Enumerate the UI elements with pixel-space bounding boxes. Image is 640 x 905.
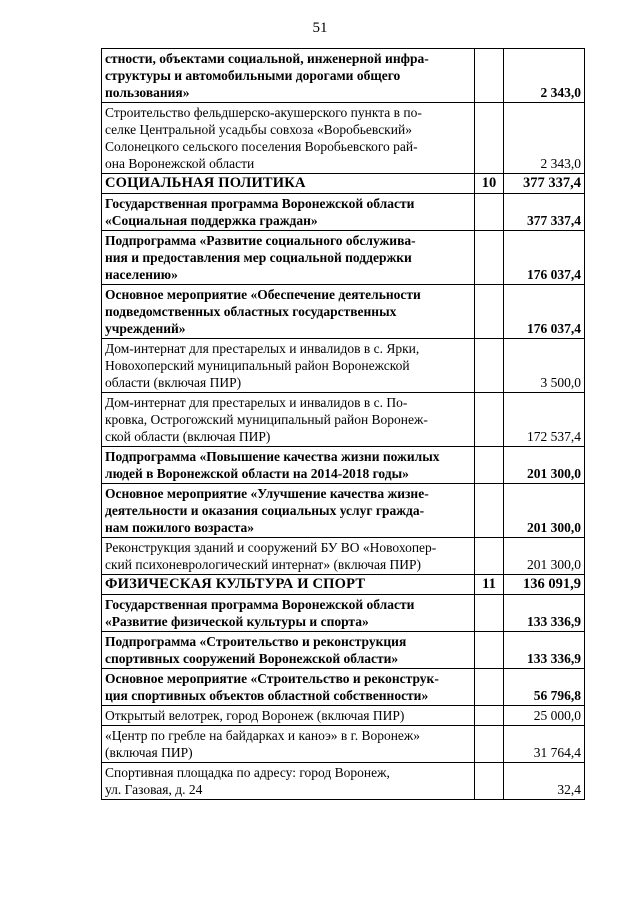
amount-cell: 2 343,0 [504, 49, 585, 103]
item-name-line: «Социальная поддержка граждан» [105, 213, 318, 228]
item-name-line: ция спортивных объектов областной собственности» [105, 688, 429, 703]
item-name-line: структуры и автомобильными дорогами общего [105, 68, 401, 83]
item-name-cell [102, 339, 475, 393]
table-row [102, 595, 585, 632]
section-code-cell [475, 632, 504, 669]
item-name-cell [102, 484, 475, 538]
budget-table-body [102, 49, 585, 800]
section-code-cell [475, 393, 504, 447]
item-name-cell [102, 575, 475, 595]
item-name-cell [102, 393, 475, 447]
item-name-cell [102, 49, 475, 103]
item-name-line: Спортивная площадка по адресу: город Воронеж, [105, 765, 390, 780]
item-name-line: области (включая ПИР) [105, 375, 242, 390]
section-code-cell [475, 103, 504, 174]
item-name-line: населению» [105, 267, 178, 282]
table-row [102, 763, 585, 800]
amount-cell: 201 300,0 [504, 484, 585, 538]
section-row [102, 174, 585, 194]
amount-cell: 136 091,9 [504, 575, 585, 595]
item-name-line: стности, объектами социальной, инженерной инфра- [105, 51, 429, 66]
section-code-cell [475, 763, 504, 800]
amount-cell: 201 300,0 [504, 538, 585, 575]
section-code-cell [475, 231, 504, 285]
item-name-line: она Воронежской области [105, 156, 255, 171]
item-name-line: людей в Воронежской области на 2014-2018 годы» [105, 466, 409, 481]
section-code-cell [475, 726, 504, 763]
item-name-cell [102, 538, 475, 575]
item-name-line: Строительство фельдшерско-акушерского пункта в по- [105, 105, 422, 120]
amount-cell: 56 796,8 [504, 669, 585, 706]
item-name-line: ский психоневрологический интернат» (включая ПИР) [105, 557, 422, 572]
section-code-cell [475, 484, 504, 538]
amount-cell: 31 764,4 [504, 726, 585, 763]
table-row [102, 669, 585, 706]
item-name-cell [102, 669, 475, 706]
item-name-line: спортивных сооружений Воронежской области» [105, 651, 399, 666]
section-code-cell [475, 49, 504, 103]
amount-cell: 176 037,4 [504, 231, 585, 285]
section-code-cell: 10 [475, 174, 504, 194]
table-row [102, 706, 585, 726]
item-name-cell [102, 194, 475, 231]
budget-table [101, 48, 585, 800]
item-name-line: Основное мероприятие «Обеспечение деятельности [105, 287, 421, 302]
item-name-line: Государственная программа Воронежской области [105, 196, 415, 211]
amount-cell: 32,4 [504, 763, 585, 800]
item-name-line: Основное мероприятие «Улучшение качества жизне- [105, 486, 429, 501]
section-code-cell [475, 538, 504, 575]
item-name-line: Открытый велотрек, город Воронеж (включая ПИР) [105, 708, 405, 723]
item-name-line: «Центр по гребле на байдарках и каноэ» в г. Воронеж» [105, 728, 420, 743]
item-name-line: кровка, Острогожский муниципальный район Воронеж- [105, 412, 428, 427]
table-row [102, 726, 585, 763]
item-name-line: «Развитие физической культуры и спорта» [105, 614, 369, 629]
table-row [102, 393, 585, 447]
item-name-line: ния и предоставления мер социальной поддержки [105, 250, 412, 265]
item-name-line: Основное мероприятие «Строительство и реконструк- [105, 671, 439, 686]
item-name-line: подведомственных областных государственных [105, 304, 397, 319]
item-name-line: Новохоперский муниципальный район Воронежской [105, 358, 410, 373]
table-row [102, 49, 585, 103]
item-name-line: СОЦИАЛЬНАЯ ПОЛИТИКА [105, 175, 306, 191]
item-name-line: ФИЗИЧЕСКАЯ КУЛЬТУРА И СПОРТ [105, 576, 366, 592]
section-code-cell: 11 [475, 575, 504, 595]
item-name-line: нам пожилого возраста» [105, 520, 255, 535]
table-row [102, 632, 585, 669]
item-name-cell [102, 103, 475, 174]
table-row [102, 339, 585, 393]
table-row [102, 231, 585, 285]
amount-cell: 172 537,4 [504, 393, 585, 447]
item-name-line: учреждений» [105, 321, 186, 336]
item-name-cell [102, 174, 475, 194]
table-row [102, 285, 585, 339]
amount-cell: 3 500,0 [504, 339, 585, 393]
section-code-cell [475, 669, 504, 706]
item-name-line: пользования» [105, 85, 190, 100]
amount-cell: 133 336,9 [504, 595, 585, 632]
item-name-cell [102, 231, 475, 285]
amount-cell: 2 343,0 [504, 103, 585, 174]
item-name-line: селке Центральной усадьбы совхоза «Воробьевский» [105, 122, 412, 137]
item-name-cell [102, 447, 475, 484]
section-row [102, 575, 585, 595]
item-name-line: Дом-интернат для престарелых и инвалидов в с. По- [105, 395, 408, 410]
section-code-cell [475, 285, 504, 339]
table-row [102, 447, 585, 484]
table-row [102, 194, 585, 231]
amount-cell: 201 300,0 [504, 447, 585, 484]
section-code-cell [475, 706, 504, 726]
item-name-line: Реконструкция зданий и сооружений БУ ВО «Новохопер- [105, 540, 437, 555]
item-name-line: ской области (включая ПИР) [105, 429, 271, 444]
amount-cell: 377 337,4 [504, 174, 585, 194]
item-name-line: Подпрограмма «Строительство и реконструкция [105, 634, 407, 649]
item-name-line: деятельности и оказания социальных услуг гражда- [105, 503, 425, 518]
item-name-line: Подпрограмма «Развитие социального обслужива- [105, 233, 416, 248]
amount-cell: 25 000,0 [504, 706, 585, 726]
item-name-cell [102, 595, 475, 632]
item-name-cell [102, 726, 475, 763]
section-code-cell [475, 595, 504, 632]
section-code-cell [475, 339, 504, 393]
item-name-line: Дом-интернат для престарелых и инвалидов в с. Ярки, [105, 341, 420, 356]
table-row [102, 484, 585, 538]
page-number: 51 [312, 20, 328, 36]
item-name-line: ул. Газовая, д. 24 [105, 782, 203, 797]
amount-cell: 176 037,4 [504, 285, 585, 339]
item-name-cell [102, 763, 475, 800]
item-name-cell [102, 285, 475, 339]
table-row [102, 538, 585, 575]
section-code-cell [475, 194, 504, 231]
item-name-line: (включая ПИР) [105, 745, 193, 760]
section-code-cell [475, 447, 504, 484]
amount-cell: 377 337,4 [504, 194, 585, 231]
item-name-line: Государственная программа Воронежской области [105, 597, 415, 612]
table-row [102, 103, 585, 174]
item-name-cell [102, 632, 475, 669]
item-name-cell [102, 706, 475, 726]
amount-cell: 133 336,9 [504, 632, 585, 669]
item-name-line: Подпрограмма «Повышение качества жизни пожилых [105, 449, 440, 464]
item-name-line: Солонецкого сельского поселения Воробьевского рай- [105, 139, 418, 154]
